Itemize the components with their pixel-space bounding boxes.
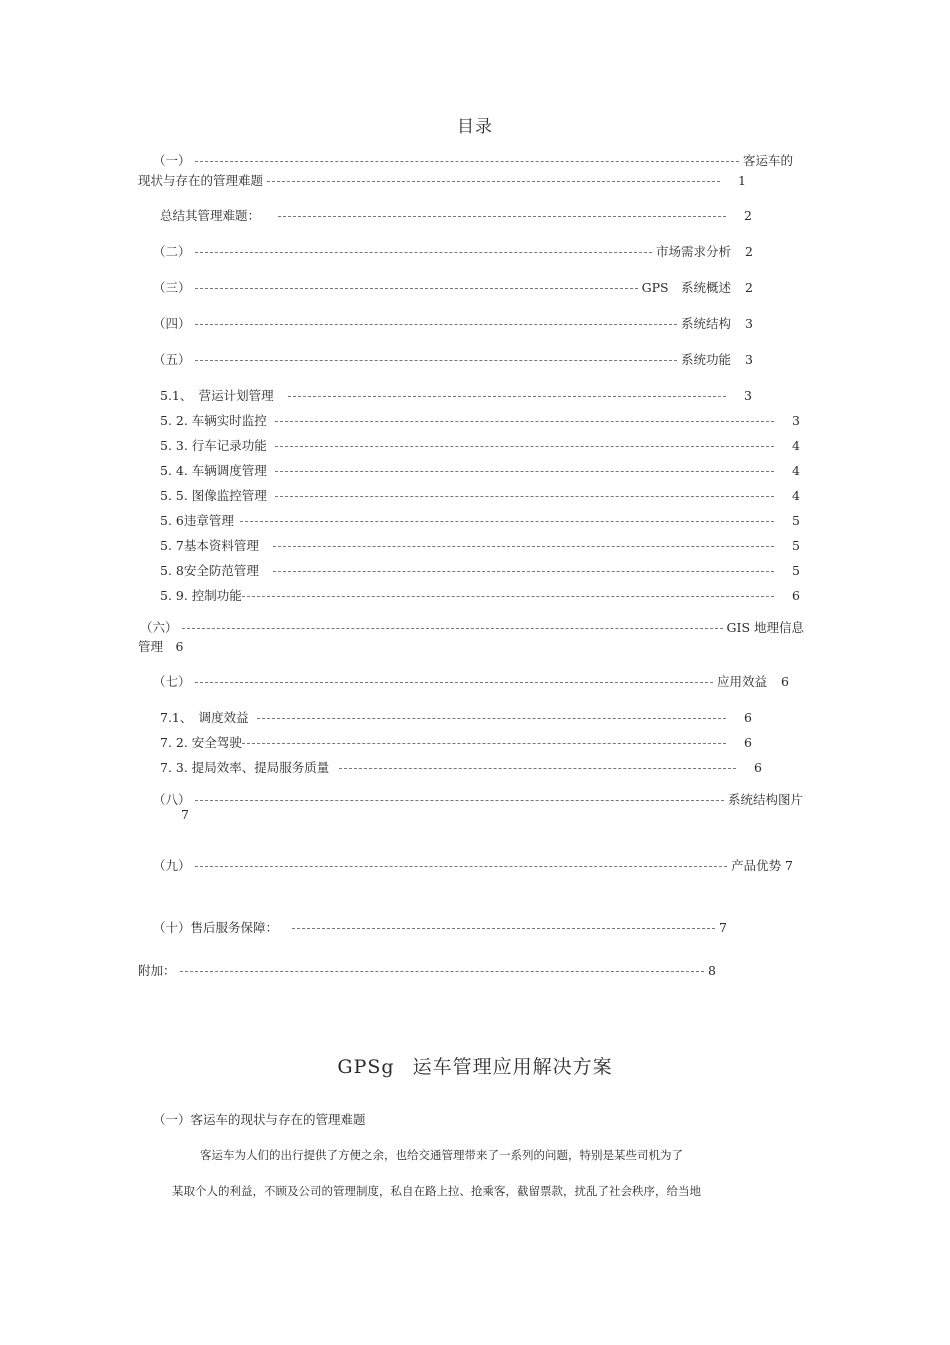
- toc-leader-dots: [195, 288, 638, 289]
- toc-entry-label: 5.1、 营运计划管理: [160, 388, 274, 403]
- toc-entry[interactable]: [153, 349, 753, 369]
- toc-entry[interactable]: [160, 535, 800, 555]
- toc-page-number: 5: [792, 512, 800, 528]
- toc-entry-label: 5. 6违章管理: [160, 513, 234, 528]
- toc-entry[interactable]: [160, 385, 752, 405]
- toc-page-number: 7: [719, 919, 727, 935]
- toc-leader-dots: [195, 360, 678, 361]
- toc-leader-dots: [242, 743, 726, 744]
- toc-page-number: 6: [792, 587, 800, 603]
- toc-page-number: 4: [792, 437, 800, 453]
- toc-entry[interactable]: [160, 485, 800, 505]
- toc-entry[interactable]: [153, 789, 803, 809]
- toc-entry-text: 应用效益: [717, 674, 768, 689]
- toc-leader-dots: [195, 800, 724, 801]
- toc-leader-dots: [275, 496, 774, 497]
- toc-entry-text: GIS 地理信息: [726, 620, 804, 635]
- toc-entry-text: 系统功能: [681, 352, 732, 367]
- toc-entry-label: （一）: [153, 153, 191, 168]
- toc-entry-continuation: 管理 6: [138, 639, 184, 654]
- toc-page-number: 6: [744, 709, 752, 725]
- toc-leader-dots: [275, 421, 774, 422]
- section-heading: （一）客运车的现状与存在的管理难题: [153, 1112, 366, 1127]
- toc-page-number: 6: [781, 673, 789, 689]
- toc-page-number: 7: [181, 807, 189, 822]
- toc-page-number: 6: [744, 734, 752, 750]
- toc-entry[interactable]: [153, 855, 793, 875]
- toc-entry-text: 系统结构: [681, 316, 732, 331]
- toc-entry-text: 客运车的: [742, 153, 793, 168]
- toc-entry-text: 系统结构图片: [727, 792, 803, 807]
- toc-entry[interactable]: [160, 560, 800, 580]
- toc-page-number: 3: [745, 351, 753, 367]
- toc-entry[interactable]: [160, 460, 800, 480]
- toc-page-number: 4: [792, 462, 800, 478]
- toc-entry[interactable]: [160, 510, 800, 530]
- toc-entry-label: 7. 3. 提局效率、提局服务质量: [160, 760, 330, 775]
- toc-page-number: 3: [744, 387, 752, 403]
- toc-entry-label: 7. 2. 安全驾驶: [160, 735, 242, 750]
- toc-leader-dots: [288, 396, 726, 397]
- toc-entry-label: 5. 9. 控制功能: [160, 588, 242, 603]
- toc-page-number: 4: [792, 487, 800, 503]
- toc-leader-dots: [275, 471, 774, 472]
- toc-entry[interactable]: [153, 277, 753, 297]
- toc-entry[interactable]: [153, 671, 789, 691]
- toc-page-number: 2: [745, 243, 753, 259]
- toc-leader-dots: [195, 682, 714, 683]
- toc-leader-dots: [257, 718, 726, 719]
- toc-page-number: 3: [792, 412, 800, 428]
- toc-entry[interactable]: [153, 241, 753, 261]
- toc-entry-text: 产品优势 7: [731, 858, 793, 873]
- toc-leader-dots: [292, 928, 715, 929]
- toc-entry-label: （八）: [153, 792, 191, 807]
- toc-entry[interactable]: [153, 313, 753, 333]
- toc-entry-label: （二）: [153, 244, 191, 259]
- toc-leader-dots: [195, 866, 728, 867]
- toc-entry[interactable]: [160, 757, 762, 777]
- toc-leader-dots: [339, 768, 736, 769]
- toc-entry-label: （五）: [153, 352, 191, 367]
- toc-leader-dots: [182, 628, 723, 629]
- toc-page-number: 2: [744, 207, 752, 223]
- toc-title: 目录: [457, 117, 493, 137]
- toc-entry-label: （十）售后服务保障：: [153, 920, 279, 935]
- toc-leader-dots: [242, 596, 774, 597]
- toc-page-number: 8: [708, 962, 716, 978]
- toc-leader-dots: [278, 216, 726, 217]
- toc-entry[interactable]: [160, 707, 752, 727]
- toc-entry-label: （九）: [153, 858, 191, 873]
- document-title-main: 运车管理应用解决方案: [412, 1056, 613, 1078]
- toc-leader-dots: [240, 521, 774, 522]
- toc-entry-label: 总结其管理难题：: [160, 208, 261, 223]
- toc-entry[interactable]: [160, 410, 800, 430]
- toc-leader-dots: [195, 161, 739, 162]
- toc-entry[interactable]: [138, 960, 716, 980]
- toc-page-number: 2: [745, 279, 753, 295]
- toc-page-number: 5: [792, 537, 800, 553]
- toc-entry-label: 附加：: [138, 963, 176, 978]
- paragraph-line: 某取个人的利益，不顾及公司的管理制度，私自在路上拉、抢乘客，截留票款，扰乱了社会秩序，给当地: [172, 1184, 701, 1198]
- toc-entry-label: 5. 4. 车辆调度管理: [160, 463, 267, 478]
- toc-entry-label: （四）: [153, 316, 191, 331]
- toc-page-number: 6: [754, 759, 762, 775]
- toc-page-number: 3: [745, 315, 753, 331]
- toc-entry-label: 现状与存在的管理难题: [138, 173, 264, 188]
- toc-entry-text: 市场需求分析: [656, 244, 732, 259]
- toc-entry[interactable]: [140, 617, 804, 637]
- toc-entry-label: 5. 5. 图像监控管理: [160, 488, 267, 503]
- document-title-prefix: GPSg: [337, 1056, 395, 1078]
- paragraph-line: 客运车为人们的出行提供了方便之余，也给交通管理带来了一系列的问题，特别是某些司机为了: [200, 1148, 683, 1162]
- toc-leader-dots: [275, 446, 774, 447]
- toc-leader-dots: [273, 571, 774, 572]
- toc-entry[interactable]: [160, 585, 800, 605]
- toc-entry-label: 5. 2. 车辆实时监控: [160, 413, 267, 428]
- toc-leader-dots: [195, 252, 653, 253]
- toc-entry[interactable]: [153, 917, 727, 937]
- toc-entry-label: 5. 3. 行车记录功能: [160, 438, 267, 453]
- toc-entry-text: GPS 系统概述: [641, 280, 732, 295]
- toc-page-number: 5: [792, 562, 800, 578]
- toc-entry-label: （六）: [140, 620, 178, 635]
- toc-entry[interactable]: [160, 435, 800, 455]
- toc-entry[interactable]: [160, 205, 752, 225]
- document-title: [0, 1052, 950, 1079]
- toc-entry-label: （七）: [153, 674, 191, 689]
- toc-entry-label: 7.1、 调度效益: [160, 710, 249, 725]
- toc-leader-dots: [267, 181, 720, 182]
- toc-leader-dots: [273, 546, 774, 547]
- toc-leader-dots: [180, 971, 705, 972]
- toc-entry[interactable]: [160, 732, 752, 752]
- toc-page-number: 1: [738, 172, 746, 188]
- toc-leader-dots: [195, 324, 678, 325]
- toc-entry-label: 5. 7基本资料管理: [160, 538, 259, 553]
- toc-entry-label: 5. 8安全防范管理: [160, 563, 259, 578]
- toc-entry-label: （三）: [153, 280, 191, 295]
- toc-entry[interactable]: [138, 170, 746, 190]
- toc-entry[interactable]: [153, 150, 793, 170]
